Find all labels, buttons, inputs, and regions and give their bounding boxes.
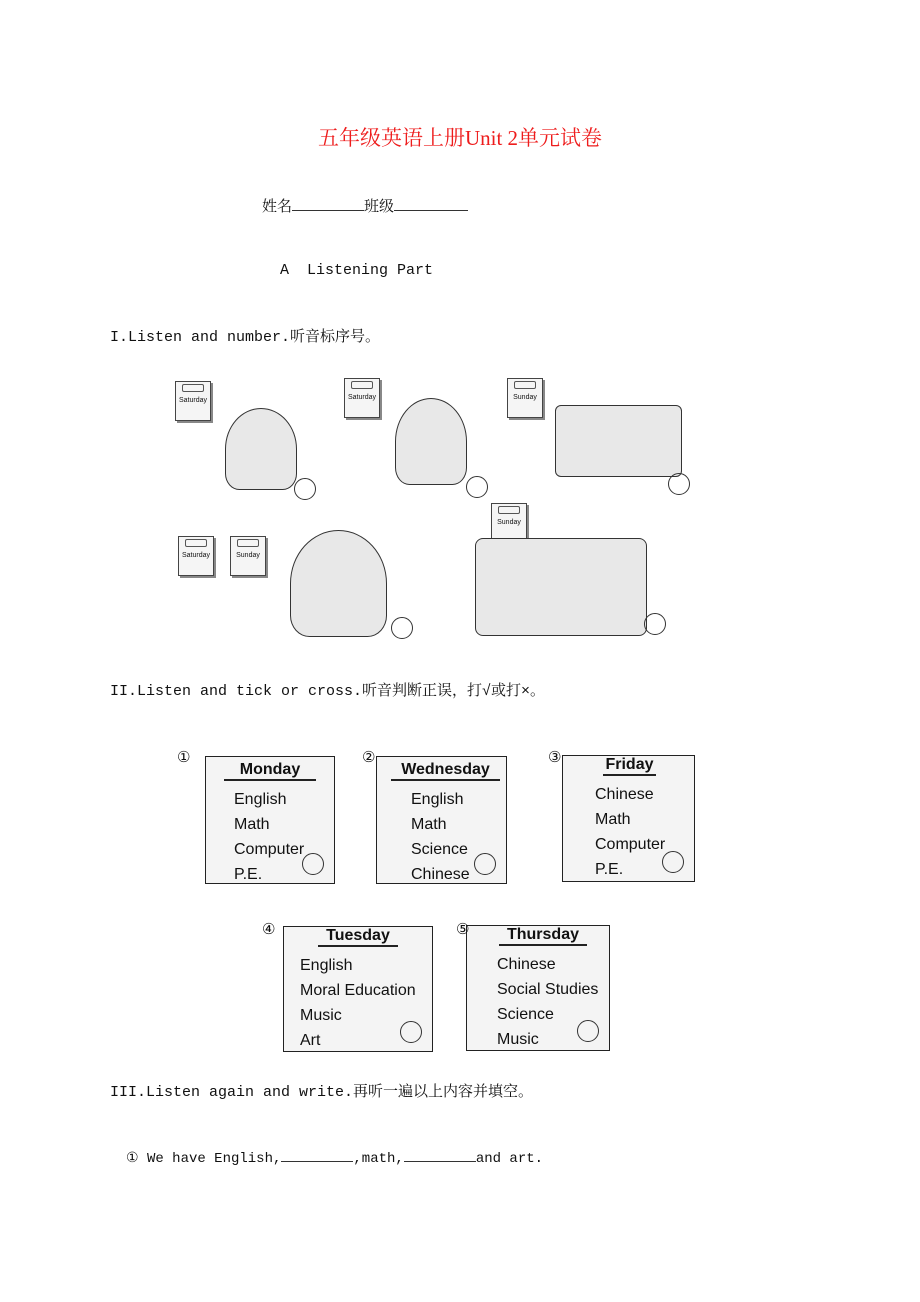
question-1 (126, 1147, 543, 1167)
calendar-icon: Sunday (230, 536, 266, 576)
subject: Chinese (497, 956, 556, 973)
subject: Math (595, 811, 631, 828)
subject: Math (411, 816, 447, 833)
watching-tv-illustration (555, 405, 682, 477)
schedule-card-monday (205, 756, 335, 884)
answer-circle[interactable] (474, 853, 496, 875)
class-label: 班级 (364, 197, 395, 215)
card-day: Thursday (499, 926, 587, 946)
answer-circle[interactable] (391, 617, 413, 639)
schedule-card-tuesday (283, 926, 433, 1052)
subject: Chinese (411, 866, 470, 883)
card-day: Tuesday (318, 927, 398, 947)
answer-blank[interactable] (281, 1147, 353, 1162)
subject: Computer (234, 841, 305, 858)
question-number: ① (126, 1151, 139, 1167)
card-day: Monday (224, 761, 316, 781)
class-blank[interactable] (394, 196, 468, 211)
card-day: Wednesday (391, 761, 500, 781)
schedule-card-friday (562, 755, 695, 882)
answer-circle[interactable] (400, 1021, 422, 1043)
card-number: ① (177, 748, 191, 766)
subject: Math (234, 816, 270, 833)
question-text: and art. (475, 1151, 544, 1167)
answer-circle[interactable] (662, 851, 684, 873)
question-text: ,math, (353, 1151, 404, 1167)
subject: Music (300, 1007, 342, 1024)
subject: English (411, 791, 464, 808)
card-number: ③ (548, 748, 562, 766)
subject: P.E. (595, 861, 624, 878)
calendar-icon: Sunday (491, 503, 527, 543)
schedule-card-wednesday (376, 756, 507, 884)
subject: Computer (595, 836, 666, 853)
subject: Science (411, 841, 468, 858)
answer-circle[interactable] (577, 1020, 599, 1042)
subject: English (234, 791, 287, 808)
calendar-icon: Saturday (178, 536, 214, 576)
name-label: 姓名 (262, 197, 293, 215)
part2-heading: II.Listen and tick or cross.听音判断正误，打√或打×。 (110, 683, 546, 700)
question-text: We have English, (146, 1151, 282, 1167)
calendar-icon: Saturday (175, 381, 211, 421)
subject: Social Studies (497, 981, 599, 998)
part3-heading: III.Listen again and write.再听一遍以上内容并填空。 (110, 1084, 534, 1101)
boy-writing-illustration (395, 398, 467, 485)
part1-heading: I.Listen and number.听音标序号。 (110, 329, 381, 346)
answer-circle[interactable] (294, 478, 316, 500)
subject: Chinese (595, 786, 654, 803)
name-blank[interactable] (292, 196, 364, 211)
girl-reading-illustration (225, 408, 297, 490)
answer-blank[interactable] (404, 1147, 476, 1162)
card-number: ④ (262, 920, 276, 938)
subject: Art (300, 1032, 321, 1049)
calendar-icon: Sunday (507, 378, 543, 418)
answer-circle[interactable] (302, 853, 324, 875)
name-class-line (262, 195, 468, 216)
schedule-card-thursday (466, 925, 610, 1051)
subject: English (300, 957, 353, 974)
subject: Science (497, 1006, 554, 1023)
card-day: Friday (603, 756, 656, 776)
family-cleaning-illustration (475, 538, 647, 636)
page-title: 五年级英语上册Unit 2单元试卷 (317, 126, 603, 150)
calendar-icon: Saturday (344, 378, 380, 418)
answer-circle[interactable] (466, 476, 488, 498)
card-number: ⑤ (456, 920, 470, 938)
section-a-heading: A Listening Part (280, 262, 434, 279)
answer-circle[interactable] (644, 613, 666, 635)
answer-circle[interactable] (668, 473, 690, 495)
subject: Moral Education (300, 982, 416, 999)
boy-with-racket-illustration (290, 530, 387, 637)
card-number: ② (362, 748, 376, 766)
subject: Music (497, 1031, 539, 1048)
subject: P.E. (234, 866, 263, 883)
